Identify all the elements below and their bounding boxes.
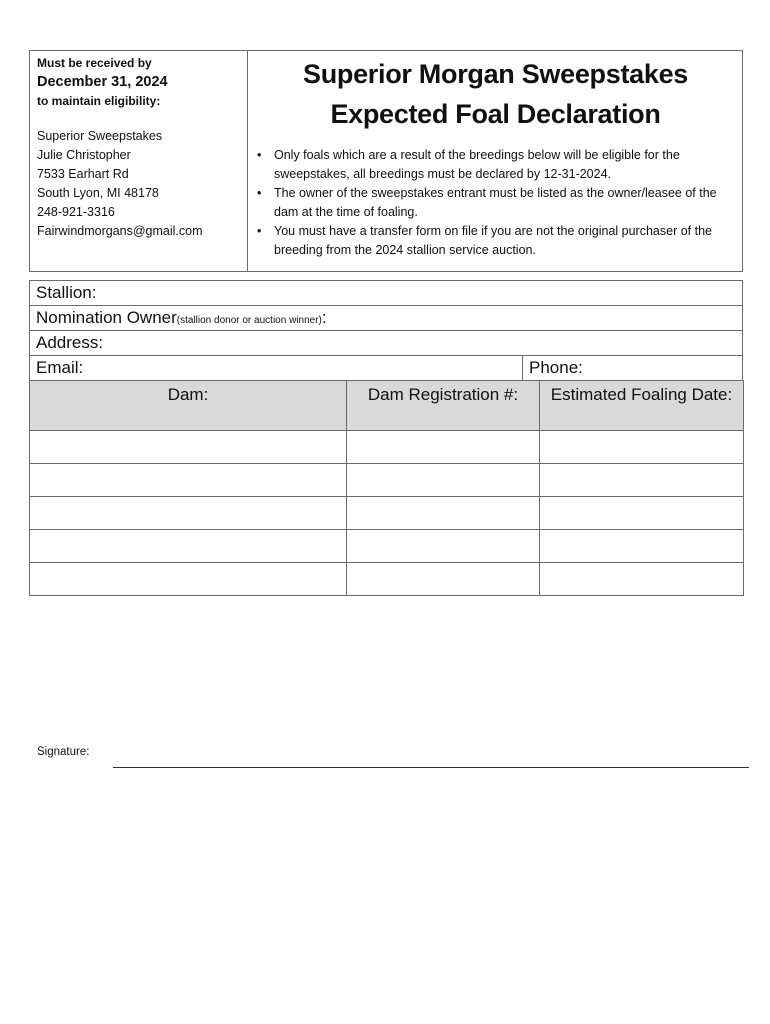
phone-label: Phone:: [529, 358, 583, 377]
bullet-icon: •: [257, 148, 262, 162]
foaling-date-cell[interactable]: [540, 497, 744, 530]
header-box: [29, 50, 743, 272]
dam-cell[interactable]: [30, 563, 347, 596]
rule-text: You must have a transfer form on file if you are not the original purchaser of the breeding from the 2024 stallion service auction.: [274, 224, 712, 257]
phone-field[interactable]: [523, 356, 583, 380]
foaling-date-header: Estimated Foaling Date:: [540, 381, 744, 431]
foaling-date-cell[interactable]: [540, 431, 744, 464]
email-label: Email:: [36, 358, 84, 377]
address-email: Fairwindmorgans@gmail.com: [37, 224, 203, 238]
dam-header: Dam:: [30, 381, 347, 431]
dam-registration-cell[interactable]: [347, 464, 540, 497]
foaling-date-cell[interactable]: [540, 464, 744, 497]
bullet-icon: •: [257, 224, 262, 238]
title-line-1: Superior Morgan Sweepstakes: [302, 59, 689, 89]
nomination-owner-label: Nomination Owner: [36, 308, 177, 327]
rule-item: [257, 222, 737, 260]
foaling-date-cell[interactable]: [540, 563, 744, 596]
nomination-owner-note: (stallion donor or auction winner): [176, 315, 322, 326]
submission-info: [37, 55, 242, 241]
address-line: Julie Christopher: [37, 148, 131, 162]
address-line: Superior Sweepstakes: [37, 129, 163, 143]
contact-row: [29, 355, 743, 380]
eligibility-rules: [248, 146, 743, 260]
address-phone: 248-921-3316: [37, 205, 115, 219]
dam-registration-cell[interactable]: [347, 431, 540, 464]
table-row: [30, 464, 744, 497]
rule-text: The owner of the sweepstakes entrant must be listed as the owner/leasee of the dam at the time of foaling.: [274, 186, 717, 219]
rule-item: [257, 184, 737, 222]
declaration-form: [29, 280, 743, 596]
table-row: [30, 497, 744, 530]
deadline-date: December 31, 2024: [37, 74, 168, 90]
dam-cell[interactable]: [30, 431, 347, 464]
nomination-owner-field[interactable]: [29, 305, 743, 330]
address-line: 7533 Earhart Rd: [37, 167, 129, 181]
dam-cell[interactable]: [30, 497, 347, 530]
deadline-prefix: Must be received by: [37, 56, 152, 70]
address-field[interactable]: [29, 330, 743, 355]
mailing-address: [37, 127, 242, 241]
title-section: [248, 51, 743, 260]
foaling-date-cell[interactable]: [540, 530, 744, 563]
dam-registration-cell[interactable]: [347, 530, 540, 563]
dam-registration-header: Dam Registration #:: [347, 381, 540, 431]
rule-item: [257, 146, 737, 184]
email-field[interactable]: [30, 356, 523, 380]
signature-line[interactable]: [113, 767, 749, 768]
dam-table: [29, 380, 744, 596]
table-row: [30, 530, 744, 563]
signature-label: Signature:: [37, 746, 90, 758]
dam-registration-cell[interactable]: [347, 563, 540, 596]
dam-cell[interactable]: [30, 530, 347, 563]
stallion-field[interactable]: [29, 280, 743, 305]
nomination-owner-colon: :: [321, 308, 327, 327]
bullet-icon: •: [257, 186, 262, 200]
table-row: [30, 563, 744, 596]
stallion-label: Stallion:: [36, 283, 97, 302]
dam-cell[interactable]: [30, 464, 347, 497]
rule-text: Only foals which are a result of the breedings below will be eligible for the sweepstakes, all breedings must be declared by 12-31-2024.: [274, 148, 680, 181]
page-title: [248, 54, 743, 134]
address-label: Address:: [36, 333, 104, 352]
address-line: South Lyon, MI 48178: [37, 186, 159, 200]
title-line-2: Expected Foal Declaration: [330, 99, 661, 129]
table-row: [30, 431, 744, 464]
dam-table-header: [30, 381, 744, 431]
deadline-suffix: to maintain eligibility:: [37, 94, 161, 108]
dam-registration-cell[interactable]: [347, 497, 540, 530]
